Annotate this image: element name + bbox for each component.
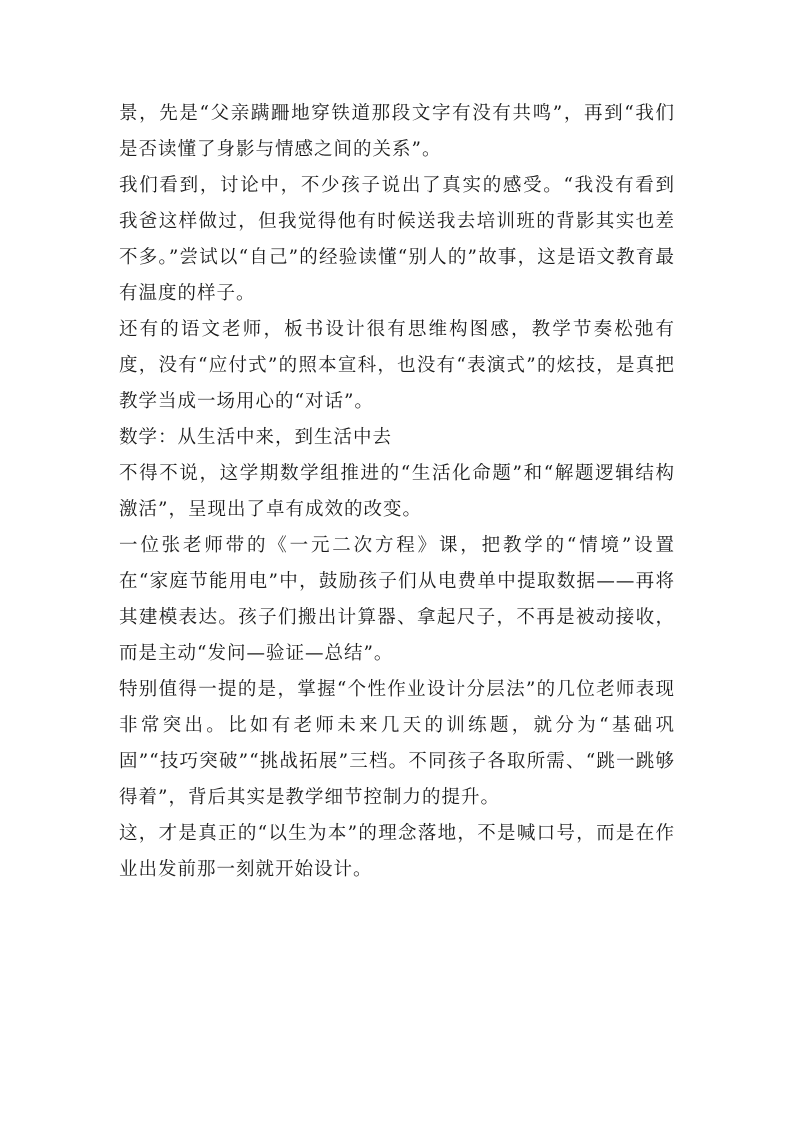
paragraph-layered-homework: 特别值得一提的是，掌握“个性作业设计分层法”的几位老师表现非常突出。比如有老师未来几天的训练题，就分为“基础巩固”“技巧突破”“挑战拓展”三档。不同孩子各取所需、“跳一跳够得着”，背后其实是教学细节控制力的提升。 <box>119 679 675 808</box>
paragraph-student-centered: 这，才是真正的“以生为本”的理念落地，不是喊口号，而是在作业出发前那一刻就开始设计。 <box>119 823 675 880</box>
paragraph-chinese-teacher: 还有的语文老师，板书设计很有思维构图感，教学节奏松弛有度，没有“应付式”的照本宣科，也没有“表演式”的炫技，是真把教学当成一场用心的“对话”。 <box>119 319 675 412</box>
paragraph-teaching-scene: 景，先是“父亲蹒跚地穿铁道那段文字有没有共鸣”，再到“我们是否读懂了身影与情感之间的关系”。 <box>119 103 675 160</box>
document-body <box>119 96 675 888</box>
paragraph-quadratic-lesson: 一位张老师带的《一元二次方程》课，把教学的“情境”设置在“家庭节能用电”中，鼓励孩子们从电费单中提取数据——再将其建模表达。孩子们搬出计算器、拿起尺子，不再是被动接收，而是主动“发问—验证—总结”。 <box>119 535 675 664</box>
paragraph-student-feelings: 我们看到，讨论中，不少孩子说出了真实的感受。“我没有看到我爸这样做过，但我觉得他有时候送我去培训班的背影其实也差不多。”尝试以“自己”的经验读懂“别人的”故事，这是语文教育最有温度的样子。 <box>119 175 675 304</box>
paragraph-math-group: 不得不说，这学期数学组推进的“生活化命题”和“解题逻辑结构激活”，呈现出了卓有成效的改变。 <box>119 463 675 520</box>
section-heading-math: 数学：从生活中来，到生活中去 <box>119 427 393 448</box>
